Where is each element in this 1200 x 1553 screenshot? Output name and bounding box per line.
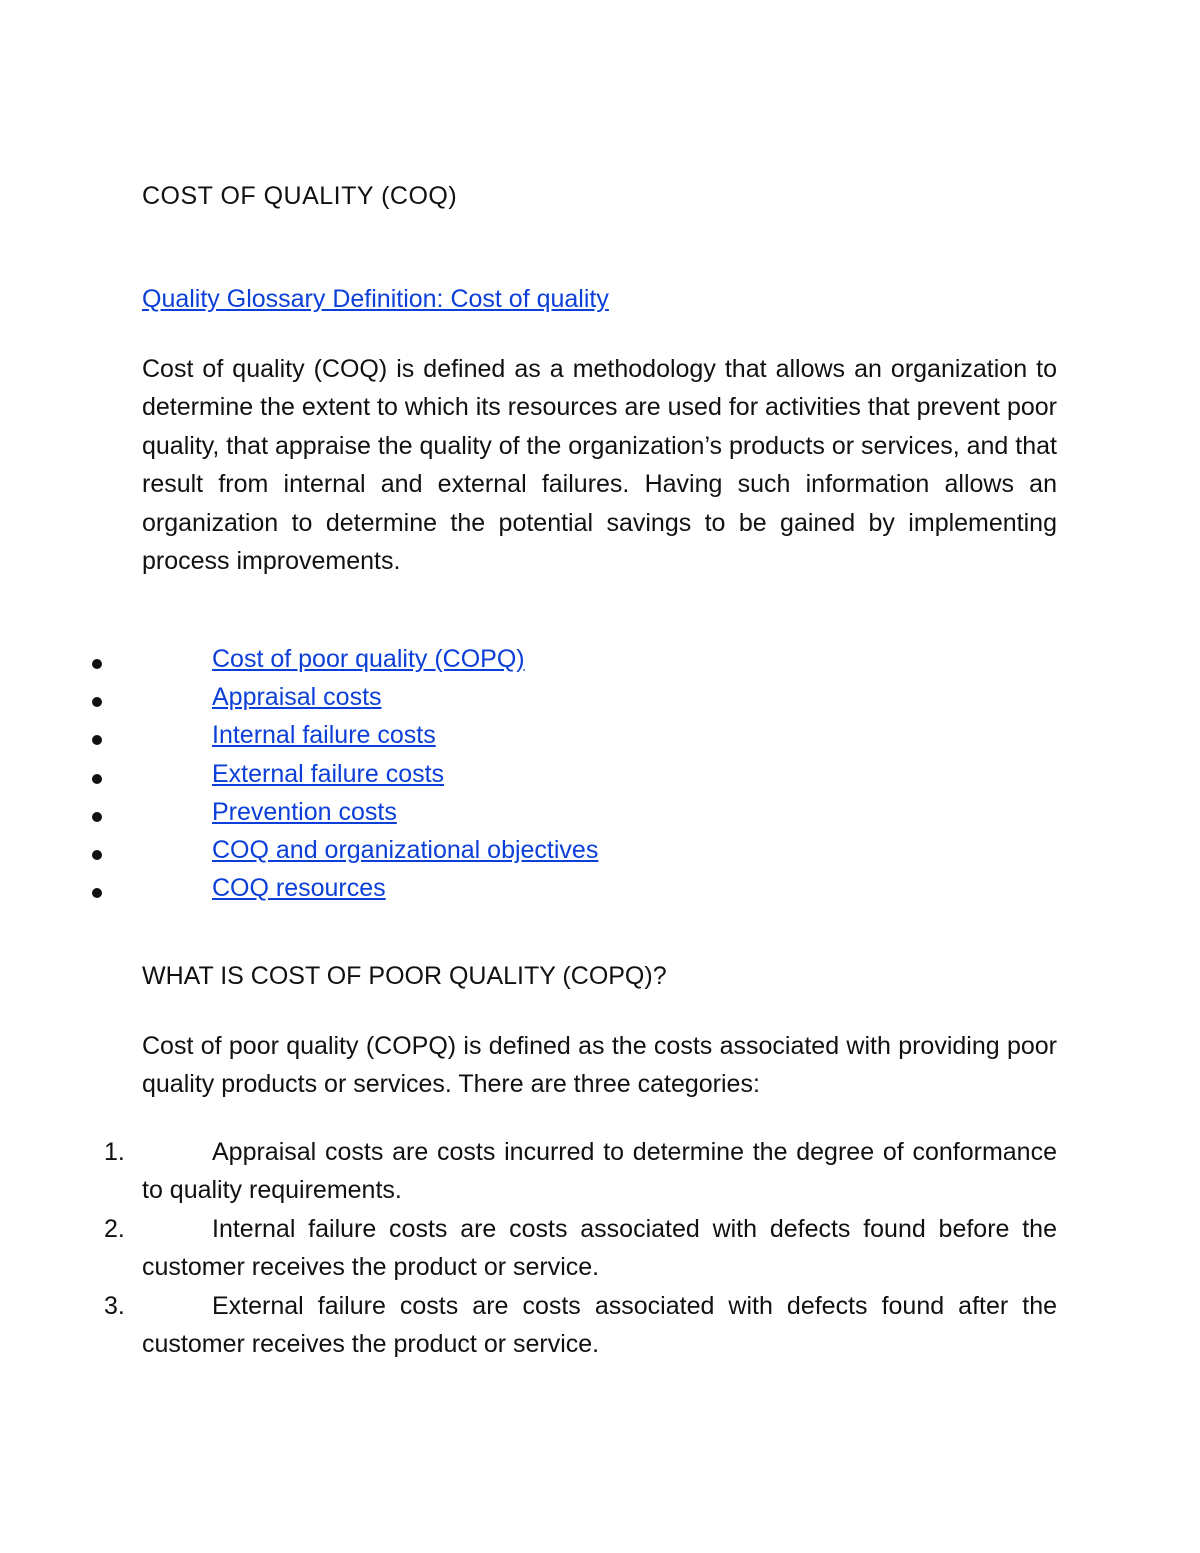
copq-paragraph: Cost of poor quality (COPQ) is defined as the costs associated with providing poor quality products or services. There are three categories: <box>142 1032 1057 1099</box>
category-text: Internal failure costs are costs associated with defects found before the customer receives the product or service. <box>142 1214 1057 1282</box>
category-text: External failure costs are costs associated with defects found after the customer receives the product or service. <box>142 1291 1057 1359</box>
link-prevention-costs[interactable]: Prevention costs <box>212 797 397 826</box>
list-item <box>0 798 1200 836</box>
categories-list <box>0 1133 1200 1363</box>
list-item <box>0 1287 1200 1364</box>
bullet-icon <box>92 774 102 784</box>
section-heading: WHAT IS COST OF POOR QUALITY (COPQ)? <box>142 962 667 990</box>
list-item <box>0 721 1200 759</box>
bullet-icon <box>92 735 102 745</box>
list-item <box>0 1210 1200 1287</box>
bullet-icon <box>92 812 102 822</box>
link-cost-of-poor-quality[interactable]: Cost of poor quality (COPQ) <box>212 645 525 673</box>
bullet-icon <box>92 697 102 707</box>
list-number: 2. <box>104 1214 125 1243</box>
link-coq-organizational-objectives[interactable]: COQ and organizational objectives <box>212 835 599 864</box>
list-number: 3. <box>104 1291 125 1320</box>
bullet-icon <box>92 659 102 669</box>
list-item <box>0 645 1200 683</box>
list-item <box>0 874 1200 912</box>
topic-link-list <box>0 645 1200 912</box>
list-number: 1. <box>104 1138 125 1166</box>
bullet-icon <box>92 850 102 860</box>
list-item <box>0 836 1200 874</box>
glossary-definition-link[interactable]: Quality Glossary Definition: Cost of quality <box>142 285 609 313</box>
page-title: COST OF QUALITY (COQ) <box>142 182 458 210</box>
bullet-icon <box>92 888 102 898</box>
link-internal-failure-costs[interactable]: Internal failure costs <box>212 721 436 750</box>
link-external-failure-costs[interactable]: External failure costs <box>212 759 445 788</box>
category-text: Appraisal costs are costs incurred to determine the degree of conformance to quality requirements. <box>142 1138 1057 1205</box>
list-item <box>0 683 1200 721</box>
link-appraisal-costs[interactable]: Appraisal costs <box>212 683 382 712</box>
intro-paragraph: Cost of quality (COQ) is defined as a methodology that allows an organization to determine the extent to which its resources are used for activities that prevent poor quality, that appraise the quality of the organization’s products or services, and that result from internal and external failures. Having such information allows an organization to determine the potential savings to be gained by implementing process improvements. <box>142 355 1057 576</box>
list-item <box>0 1133 1200 1210</box>
list-item <box>0 760 1200 798</box>
link-coq-resources[interactable]: COQ resources <box>212 874 386 903</box>
